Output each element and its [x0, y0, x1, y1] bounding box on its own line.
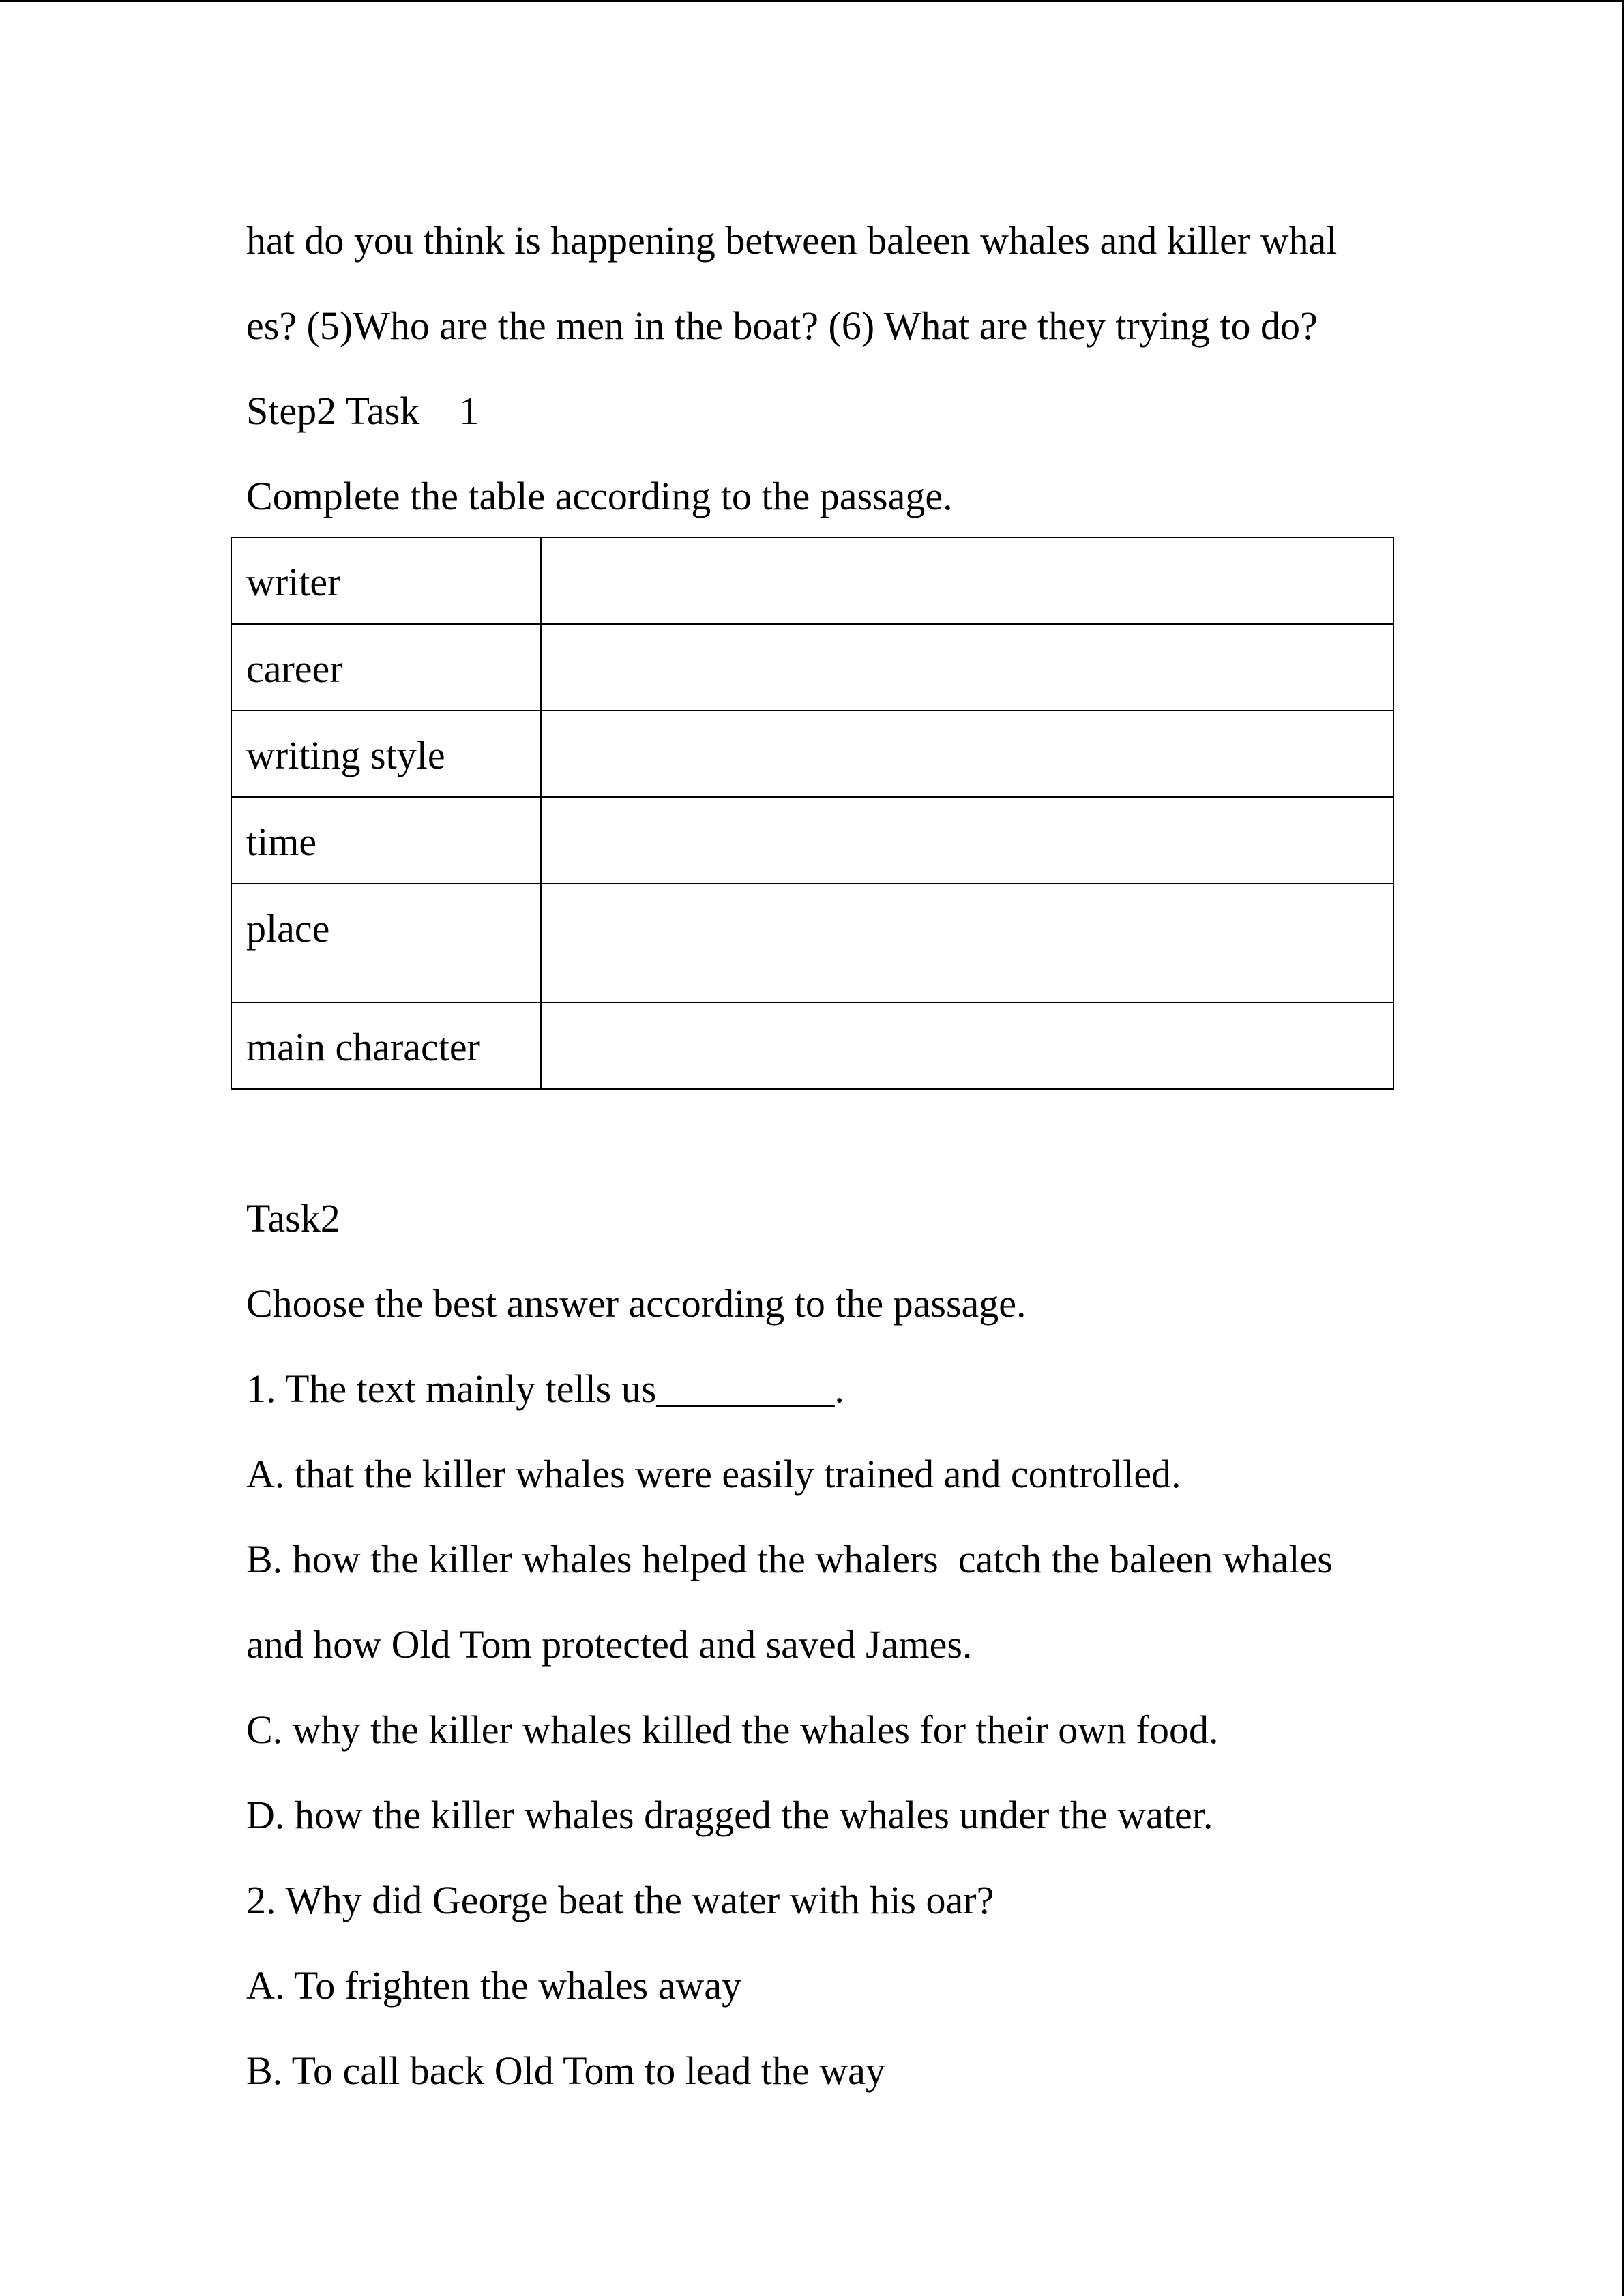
table-row	[231, 537, 1393, 624]
question-1-option-b-line-2: and how Old Tom protected and saved James.	[246, 1622, 973, 1667]
row-label: writing style	[231, 711, 541, 797]
task2-heading: Task2	[246, 1196, 340, 1240]
table-row	[231, 884, 1393, 1002]
table-row	[231, 624, 1393, 711]
step2-heading: Step2 Task 1	[246, 389, 479, 433]
question-1-option-c: C. why the killer whales killed the whales for their own food.	[246, 1708, 1219, 1752]
answer-cell[interactable]	[541, 537, 1393, 624]
table-row	[231, 797, 1393, 884]
question-line-1: hat do you think is happening between baleen whales and killer whal	[246, 218, 1338, 263]
row-label: time	[231, 797, 541, 884]
question-line-2: es? (5)Who are the men in the boat? (6) What are they trying to do?	[246, 303, 1318, 348]
question-1-stem: 1. The text mainly tells us_________.	[246, 1367, 844, 1411]
question-1-option-a: A. that the killer whales were easily trained and controlled.	[246, 1452, 1181, 1496]
page-border-top	[0, 0, 1624, 2]
row-label: writer	[231, 537, 541, 624]
question-2-stem: 2. Why did George beat the water with his oar?	[246, 1878, 994, 1922]
answer-cell[interactable]	[541, 711, 1393, 797]
question-1-option-b-line-1: B. how the killer whales helped the whalers catch the baleen whales	[246, 1537, 1333, 1581]
table-row	[231, 1002, 1393, 1089]
question-1-option-d: D. how the killer whales dragged the whales under the water.	[246, 1793, 1213, 1837]
row-label: career	[231, 624, 541, 711]
info-table	[231, 537, 1394, 1090]
task2-instruction: Choose the best answer according to the passage.	[246, 1281, 1027, 1326]
row-label: place	[231, 884, 541, 1002]
question-2-option-a: A. To frighten the whales away	[246, 1963, 742, 2008]
task1-instruction: Complete the table according to the passage.	[246, 474, 953, 518]
table-row	[231, 711, 1393, 797]
answer-cell[interactable]	[541, 624, 1393, 711]
answer-cell[interactable]	[541, 1002, 1393, 1089]
row-label: main character	[231, 1002, 541, 1089]
question-2-option-b: B. To call back Old Tom to lead the way	[246, 2048, 885, 2093]
answer-cell[interactable]	[541, 797, 1393, 884]
answer-cell[interactable]	[541, 884, 1393, 1002]
